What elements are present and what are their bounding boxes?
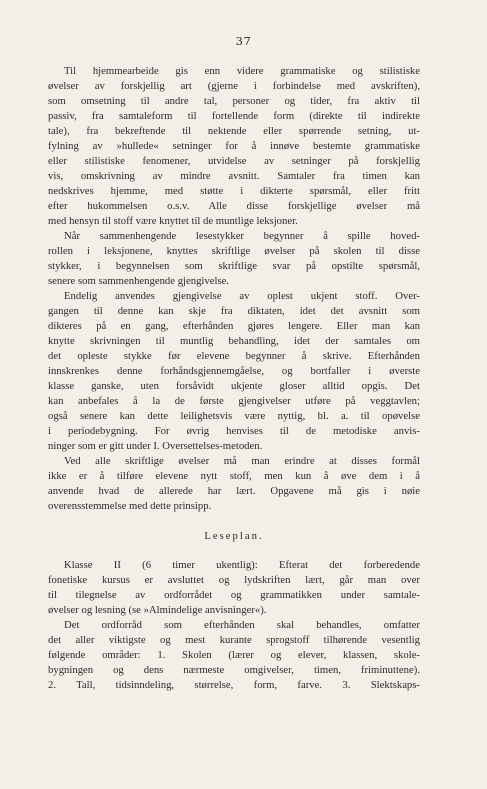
- text-line: nedskrives hjemme, med støtte i dikterte spørsmål, eller fritt: [48, 185, 420, 197]
- text-line: 2. Tall, tidsinndeling, størrelse, form, farve. 3. Slektskaps-: [48, 679, 420, 691]
- text-line: Det ordforråd som efterhånden skal behandles, omfatter: [64, 619, 420, 631]
- text-line: tale), fra bekreftende til nektende eller spørrende setning, ut-: [48, 125, 420, 137]
- text-line: efter hukommelsen o.s.v. Alle disse forskjellige øvelser må: [48, 200, 420, 212]
- text-line: kan anbefales å la de første gjengivelser utføre på veggtavlen;: [48, 395, 420, 407]
- section-heading: Leseplan.: [204, 530, 264, 542]
- body-text: [48, 64, 420, 693]
- text-line: Når sammenhengende lesestykker begynner å spille hoved-: [64, 230, 420, 242]
- text-line: i periodebygning. For øvrig henvises til de metodiske anvis-: [48, 425, 420, 437]
- text-line: overensstemmelse med dette prinsipp.: [48, 500, 212, 512]
- text-line: med hensyn til stoff være knyttet til de muntlige leksjoner.: [48, 215, 298, 227]
- text-line: det aller viktigste og mest kurante sprogstoff tilhørende vesentlig: [48, 634, 420, 646]
- text-line: øvelser av forskjellig art (gjerne i forbindelse med avskriften),: [48, 80, 420, 92]
- text-line: fylning av »hullede« setninger for å innøve bestemte grammatiske: [48, 140, 420, 152]
- text-line: følgende områder: 1. Skolen (lærer og elever, klassen, skole-: [48, 649, 420, 661]
- text-line: bygningen og dens nærmeste omgivelser, timen, friminuttene).: [48, 664, 420, 676]
- page-number: 37: [235, 34, 252, 48]
- text-line: Klasse II (6 timer ukentlig): Efterat det forberedende: [64, 559, 420, 571]
- text-line: passiv, fra samtaleform til fortellende form (direkte til indirekte: [48, 110, 420, 122]
- text-line: vis, omskrivning av mindre avsnitt. Samtaler fra timen kan: [48, 170, 420, 182]
- text-line: også senere kan dette leilighetsvis være nyttig, bl. a. til opøvelse: [48, 410, 420, 422]
- text-line: senere som sammenhengende gjengivelse.: [48, 275, 230, 287]
- text-line: fonetiske kursus er avsluttet og lydskriften lært, går man over: [48, 574, 420, 586]
- text-line: til tilegnelse av ordforrådet og grammatikken under samtale-: [48, 589, 420, 601]
- text-line: eller stilistiske fenomener, utvidelse av setninger på forskjellig: [48, 155, 420, 167]
- text-line: gangen til denne kan skje fra diktaten, idet det avsnitt som: [48, 305, 420, 317]
- text-line: rollen i leksjonene, knyttes skriftlige øvelser på skolen til disse: [48, 245, 420, 257]
- text-line: som omsetning til andre tal, personer og tider, fra aktiv til: [48, 95, 420, 107]
- text-block-lower: [48, 558, 420, 693]
- text-line: ninger som er gitt under I. Oversettelses-metoden.: [48, 440, 263, 452]
- text-line: det opleste stykke før elevene begynner å skrive. Efterhånden: [48, 350, 420, 362]
- text-line: Ved alle skriftlige øvelser må man erindre at disses formål: [64, 455, 420, 467]
- text-line: stykker, i begynnelsen som skriftlige svar på opstilte spørsmål,: [48, 260, 420, 272]
- text-line: knytte skrivningen til muntlig behandling, idet der samtales om: [48, 335, 420, 347]
- text-line: øvelser og lesning (se »Almindelige anvisninger«).: [48, 604, 267, 616]
- text-line: anvende hvad de allerede har lært. Opgavene må gis i nøie: [48, 485, 420, 497]
- text-line: Endelig anvendes gjengivelse av oplest ukjent stoff. Over-: [64, 290, 420, 302]
- text-line: dikteres på en gang, efterhånden gjøres lengere. Eller man kan: [48, 320, 420, 332]
- text-line: ikke er å tilføre elevene nytt stoff, men kun å øve dem i å: [48, 470, 420, 482]
- text-line: klasse ganske, uten forsåvidt ukjente gloser alltid opgis. Det: [48, 380, 420, 392]
- text-block-upper: [48, 64, 420, 514]
- text-line: Til hjemmearbeide gis enn videre grammatiske og stilistiske: [64, 65, 420, 77]
- text-line: innskrenkes denne forhåndsgjennemgåelse, og bortfaller i øverste: [48, 365, 420, 377]
